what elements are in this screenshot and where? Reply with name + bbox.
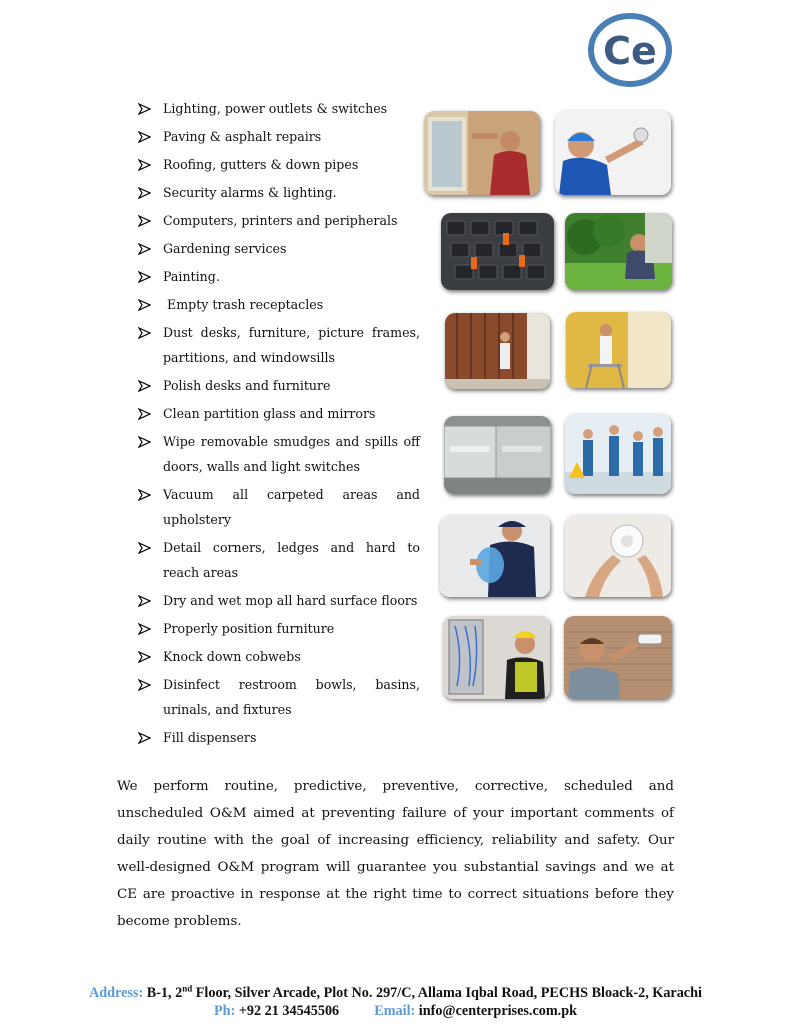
list-item: Lighting, power outlets & switches xyxy=(138,96,420,121)
footer-address-line xyxy=(0,984,791,1002)
electrician-wiring-photo xyxy=(443,616,550,699)
arrow-bullet-icon xyxy=(138,616,152,641)
arrow-bullet-icon xyxy=(138,725,152,750)
services-list xyxy=(138,96,420,753)
list-item: Dust desks, furniture, picture frames, partitions, and windowsills xyxy=(138,320,420,370)
cleaning-team-photo xyxy=(565,414,671,494)
list-item: Properly position furniture xyxy=(138,616,420,641)
phone-number: +92 21 34545506 xyxy=(238,1003,340,1019)
arrow-bullet-icon xyxy=(138,152,152,177)
gardening-photo xyxy=(565,213,672,290)
list-item: Computers, printers and peripherals xyxy=(138,208,420,233)
smoke-detector-install-photo xyxy=(565,515,671,597)
arrow-bullet-icon xyxy=(138,588,152,613)
cctv-camera-install-photo xyxy=(564,616,672,699)
arrow-bullet-icon xyxy=(138,672,152,697)
arrow-bullet-icon xyxy=(138,644,152,669)
arrow-bullet-icon xyxy=(138,482,152,507)
list-item: Security alarms & lighting. xyxy=(138,180,420,205)
arrow-bullet-icon xyxy=(138,208,152,233)
footer xyxy=(0,984,791,1020)
list-item: Polish desks and furniture xyxy=(138,373,420,398)
address-label: Address: xyxy=(89,985,144,1001)
arrow-bullet-icon xyxy=(138,180,152,205)
list-item: Paving & asphalt repairs xyxy=(138,124,420,149)
arrow-bullet-icon xyxy=(138,264,152,289)
water-bottle-delivery-photo xyxy=(440,515,550,597)
glass-partition-photo xyxy=(444,416,551,494)
list-item: Knock down cobwebs xyxy=(138,644,420,669)
address-text: B-1, 2nd Floor, Silver Arcade, Plot No. 297/C, Allama Iqbal Road, PECHS Bloack-2, Karachi xyxy=(146,983,702,1001)
list-item: Clean partition glass and mirrors xyxy=(138,401,420,426)
arrow-bullet-icon xyxy=(138,292,152,317)
electrician-window-photo xyxy=(424,111,540,195)
arrow-bullet-icon xyxy=(138,96,152,121)
list-item: Painting. xyxy=(138,264,420,289)
arrow-bullet-icon xyxy=(138,320,152,345)
wall-painting-wood-photo xyxy=(445,313,550,389)
list-item: Empty trash receptacles xyxy=(138,292,420,317)
email-address[interactable]: info@centerprises.com.pk xyxy=(418,1003,577,1019)
description-paragraph: We perform routine, predictive, preventive, corrective, scheduled and unscheduled O&M aimed at preventing failure of your important comments of daily routine with the goal of increasing efficiency, reliability and safety. Our well-designed O&M program will guarantee you substantial savings and we at CE are proactive in response at the right time to correct situations before they become problems. xyxy=(117,779,674,929)
arrow-bullet-icon xyxy=(138,373,152,398)
painter-ladder-photo xyxy=(566,312,671,388)
list-item: Gardening services xyxy=(138,236,420,261)
arrow-bullet-icon xyxy=(138,429,152,454)
electrician-helmet-photo xyxy=(555,111,671,195)
arrow-bullet-icon xyxy=(138,236,152,261)
list-item: Wipe removable smudges and spills off doors, walls and light switches xyxy=(138,429,420,479)
footer-contact-line xyxy=(0,1002,791,1020)
svg-text:Ce: Ce xyxy=(603,29,657,73)
phone-label: Ph: xyxy=(214,1003,236,1019)
arrow-bullet-icon xyxy=(138,124,152,149)
arrow-bullet-icon xyxy=(138,401,152,426)
list-item: Fill dispensers xyxy=(138,725,420,750)
list-item: Disinfect restroom bowls, basins, urinals, and fixtures xyxy=(138,672,420,722)
list-item: Dry and wet mop all hard surface floors xyxy=(138,588,420,613)
company-logo xyxy=(587,12,673,88)
list-item: Roofing, gutters & down pipes xyxy=(138,152,420,177)
arrow-bullet-icon xyxy=(138,535,152,560)
email-label: Email: xyxy=(374,1003,416,1019)
list-item: Detail corners, ledges and hard to reach areas xyxy=(138,535,420,585)
computer-keyboard-workers-photo xyxy=(441,213,554,290)
list-item: Vacuum all carpeted areas and upholstery xyxy=(138,482,420,532)
